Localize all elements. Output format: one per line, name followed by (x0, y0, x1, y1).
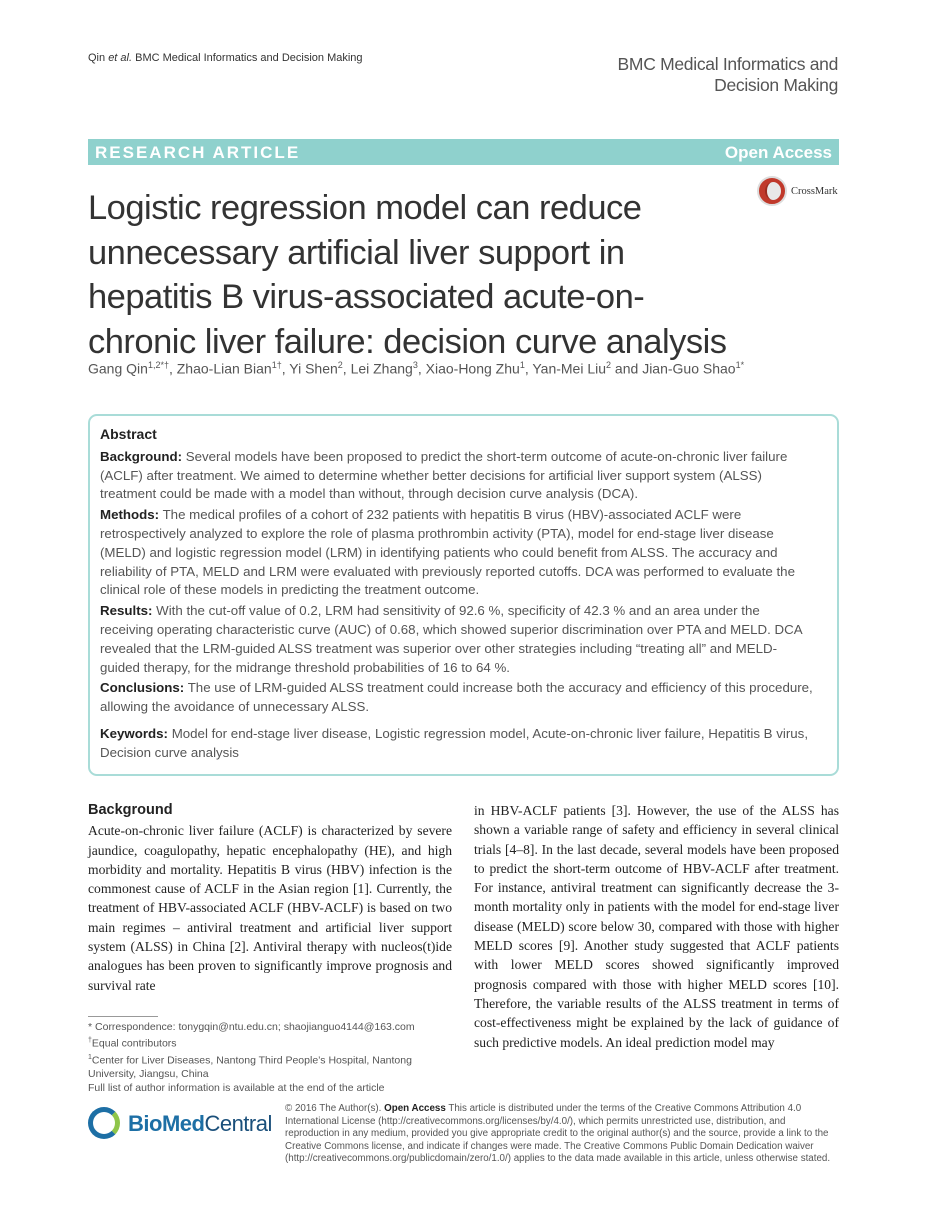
section-heading-background: Background (88, 802, 173, 818)
license-statement (285, 1103, 841, 1166)
footnote-text: Equal contributors (91, 1037, 177, 1050)
open-access-label: Open Access (724, 143, 832, 162)
license-open-access: Open Access (384, 1103, 446, 1114)
author-list (88, 360, 848, 377)
author-affiliation: 2 (337, 360, 343, 370)
abstract-section-label: Conclusions: (100, 680, 185, 696)
footnotes (88, 1020, 458, 1095)
abstract-background (100, 448, 815, 504)
footnote-divider (88, 1016, 158, 1017)
body-column-right (474, 801, 839, 1052)
running-header (88, 52, 363, 64)
footnote-text: Correspondence: tonygqin@ntu.edu.cn; shaojianguo4144@163.com (95, 1021, 415, 1033)
author-affiliation: 1 (519, 360, 525, 370)
author-affiliation: 2 (606, 360, 612, 370)
abstract-conclusions (100, 679, 815, 717)
biomed-central-ring-icon (88, 1107, 120, 1139)
body-text-right: in HBV-ACLF patients [3]. However, the use of the ALSS has shown a variable range of safety and efficiency in several clinical trials [4–8]. In the last decade, several models have been proposed to predict the short-term outcome of HBV-ACLF after treatment. For instance, antiviral treatment can significantly decrease the 3-month mortality only in patients with the model for end-stage liver disease (MELD) score below 30, compared with those with higher MELD scores [9]. Another study suggested that ACLF patients with lower MELD scores showed significantly improved prognosis compared with those with higher MELD scores [10]. Therefore, the variable results of the ALSS treatment in terms of cost-effectiveness might be explained by the lack of guidance of such predictive models. An ideal prediction model may (474, 803, 839, 1050)
abstract-box (88, 414, 839, 776)
footnote-correspondence (88, 1020, 458, 1034)
author-name: Gang Qin (88, 360, 148, 377)
author-name: Yi Shen (289, 360, 338, 377)
footnote-full-list: Full list of author information is available at the end of the article (88, 1082, 385, 1094)
publisher-name (128, 1111, 272, 1137)
license-text: This article is distributed under the terms of the Creative Commons Attribution 4.0 International License (http://creativecommons.org/licenses/by/4.0/), which permits unrestricted use, distribution, and reproduction in any medium, provided you give appropriate credit to the original author(s) and the source, provide a link to the Creative Commons license, and indicate if changes were made. The Creative Commons Public Domain Dedication waiver (http://creativecommons.org/publicdomain/zero/1.0/) applies to the data made available in this article, unless otherwise stated. (285, 1103, 831, 1165)
author-affiliation: 1* (735, 360, 745, 370)
logo-central: Central (204, 1111, 272, 1136)
biomed-central-logo[interactable] (88, 1105, 278, 1143)
author-affiliation: 1† (271, 360, 282, 370)
abstract-section-label: Background: (100, 448, 183, 464)
article-type-label: RESEARCH ARTICLE (95, 143, 301, 162)
footnote-equal (88, 1034, 458, 1051)
author-affiliation: 3 (412, 360, 418, 370)
license-prefix: © 2016 The Author(s). (285, 1103, 382, 1114)
abstract-keywords (100, 725, 815, 763)
crossmark-label: CrossMark (791, 186, 838, 197)
footnote-mark: * (88, 1021, 93, 1033)
footnote-mark: † (88, 1037, 92, 1044)
author-separator: , (281, 360, 290, 377)
citation-etal: et al. (108, 52, 133, 64)
author-affiliation: 1,2*† (147, 360, 169, 370)
crossmark-badge[interactable] (757, 176, 839, 210)
article-type-banner (88, 139, 839, 165)
footnote-text: Center for Liver Diseases, Nantong Third People’s Hospital, Nantong University, Jiangsu, China (88, 1054, 412, 1080)
journal-name-line1: BMC Medical Informatics and (617, 54, 838, 74)
body-column-left (88, 801, 452, 995)
author-separator: , (168, 360, 177, 377)
citation-journal: BMC Medical Informatics and Decision Making (135, 52, 363, 64)
crossmark-icon (757, 176, 787, 206)
abstract-section-text: The medical profiles of a cohort of 232 patients with hepatitis B virus (HBV)-associated ACLF were retrospectively analyzed to explore the role of plasma prothrombin activity (PTA), model for end-stage liver disease (MELD) and logistic regression model (LRM) in identifying patients who could benefit from ALSS. The accuracy and reliability of PTA, MELD and LRM were evaluated with previously reported cutoffs. DCA was performed to evaluate the clinical role of these models in predicting the treatment outcome. (100, 507, 795, 598)
abstract-heading: Abstract (100, 426, 157, 442)
abstract-results (100, 602, 815, 677)
abstract-section-text: Model for end-stage liver disease, Logistic regression model, Acute-on-chronic liver failure, Hepatitis B virus, Decision curve analysis (100, 725, 809, 760)
logo-bio: BioMed (128, 1111, 205, 1136)
author-separator: , (342, 360, 351, 377)
author-name: Lei Zhang (350, 360, 413, 377)
author-separator: and (611, 360, 643, 377)
abstract-methods (100, 506, 815, 600)
abstract-section-label: Methods: (100, 507, 160, 523)
footnote-affiliation (88, 1051, 458, 1082)
abstract-section-text: With the cut-off value of 0.2, LRM had sensitivity of 92.6 %, specificity of 42.3 % and an area under the receiving operating characteristic curve (AUC) of 0.68, which showed superior discrimination over PTA and MELD. DCA revealed that the LRM-guided ALSS treatment was superior over other strategies including “treating all” and MELD-guided therapy, for the midrange threshold probabilities of 16 to 64 %. (100, 603, 802, 675)
author-separator: , (524, 360, 533, 377)
journal-name-line2: Decision Making (714, 75, 838, 95)
author-name: Zhao-Lian Bian (176, 360, 272, 377)
author-separator: , (417, 360, 426, 377)
citation-author: Qin (88, 52, 106, 64)
abstract-section-text: The use of LRM-guided ALSS treatment could increase both the accuracy and efficiency of this procedure, allowing the avoidance of unnecessary ALSS. (100, 680, 813, 715)
journal-name (618, 54, 838, 96)
body-text-left: Acute-on-chronic liver failure (ACLF) is characterized by severe jaundice, coagulopathy, hepatic encephalopathy (HE), and high morbidity and mortality. Hepatitis B virus (HBV) infection is the commonest cause of ACLF in the Asian region [1]. Currently, the treatment of HBV-associated ACLF (HBV-ACLF) is based on two main regimes – antiviral treatment and artificial liver support system (ALSS) in China [2]. Antiviral therapy with nucleos(t)ide analogues has been proven to significantly improve prognosis and survival rate (88, 823, 452, 993)
abstract-section-label: Results: (100, 603, 153, 619)
author-name: Jian-Guo Shao (642, 360, 736, 377)
author-name: Yan-Mei Liu (532, 360, 607, 377)
article-title: Logistic regression model can reduce unnecessary artificial liver support in hepatitis B virus-associated acute-on-chronic liver failure: decision curve analysis (88, 189, 727, 361)
abstract-section-label: Keywords: (100, 725, 168, 741)
footnote-mark: 1 (88, 1053, 92, 1061)
abstract-section-text: Several models have been proposed to predict the short-term outcome of acute-on-chronic liver failure (ACLF) after treatment. We aimed to determine whether better decisions for artificial liver support system (ALSS) treatment could be made with a model than without, through decision curve analysis (DCA). (100, 448, 788, 502)
author-name: Xiao-Hong Zhu (425, 360, 520, 377)
